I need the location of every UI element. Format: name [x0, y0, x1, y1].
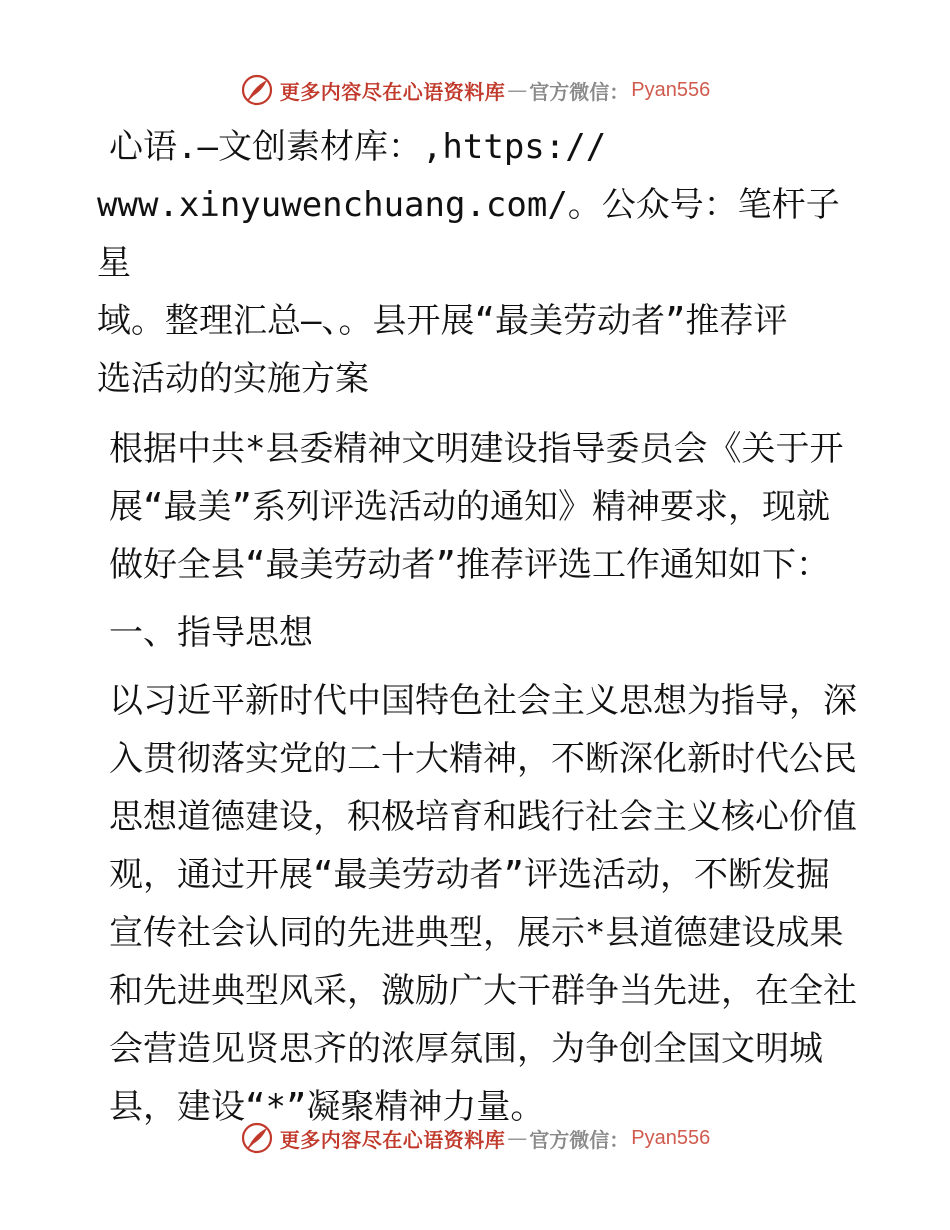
paragraph-1: 根据中共*县委精神文明建设指导委员会《关于开展“最美”系列评选活动的通知》精神要求，现就做好全县“最美劳动者”推荐评选工作通知如下：: [109, 429, 844, 585]
intro-line: 心语.—文创素材库：,https://: [109, 127, 607, 167]
footer-wechat-label: 官方微信：: [529, 1127, 630, 1152]
header-wechat-id: Pyan556: [631, 78, 711, 101]
section-heading: 一、指导思想: [109, 613, 313, 653]
paragraph-2: 以习近平新时代中国特色社会主义思想为指导，深入贯彻落实党的二十大精神，不断深化新时代公民思想道德建设，积极培育和践行社会主义核心价值观，通过开展“最美劳动者”评选活动，不断发掘宣传社会认同的先进典型，展示*县道德建设成果和先进典型风采，激励广大干群争当先进，在全社会营造见贤思齐的浓厚氛围，为争创全国文明城县，建设“*”凝聚精神力量。: [109, 681, 857, 1127]
intro-line: www.xinyuwenchuang.com/。公众号：笔杆子星: [97, 185, 840, 283]
header-site-text: 更多内容尽在心语资料库: [279, 79, 506, 104]
footer-banner: [0, 1118, 950, 1158]
header-banner: [0, 70, 950, 110]
header-wechat-label: 官方微信：: [529, 79, 630, 104]
header-separator: —: [507, 78, 528, 102]
footer-site-text: 更多内容尽在心语资料库: [279, 1127, 506, 1152]
document-body: [97, 118, 857, 1136]
quill-logo-icon: [240, 1121, 274, 1155]
quill-logo-icon: [240, 73, 274, 107]
intro-line: 域。整理汇总—、。县开展“最美劳动者”推荐评: [97, 301, 788, 341]
footer-wechat-id: Pyan556: [631, 1126, 711, 1149]
document-title-line: 选活动的实施方案: [97, 359, 369, 399]
footer-separator: —: [507, 1126, 528, 1150]
